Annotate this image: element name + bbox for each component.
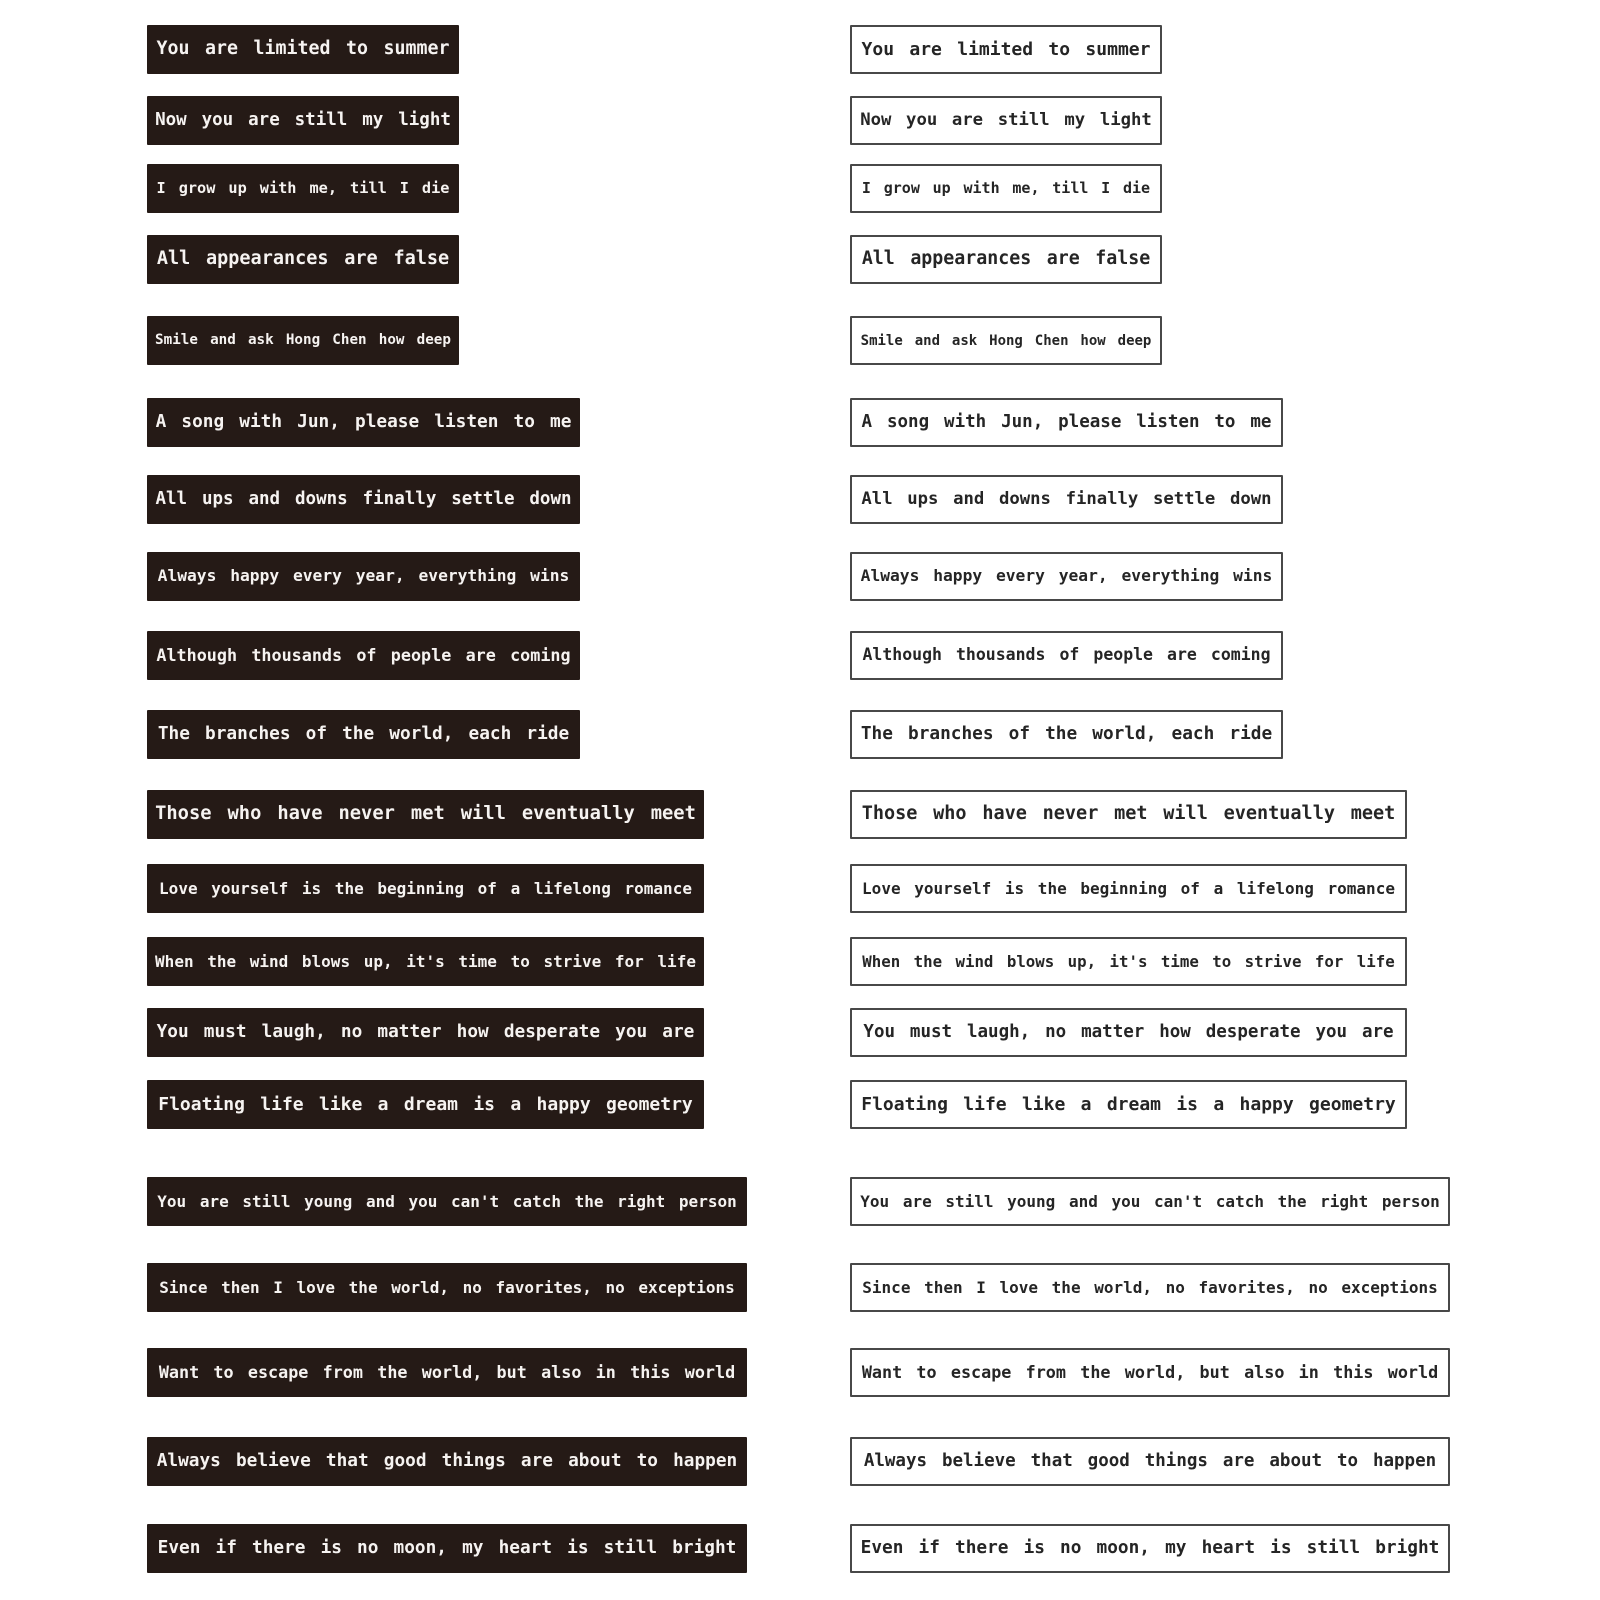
strip-text: Want to escape from the world, but also in this world [861,1362,1439,1383]
strip-text: When the wind blows up, it's time to strive for life [862,951,1395,971]
strip-text: All ups and downs finally settle down [155,488,572,509]
text-strip-light [850,710,1283,759]
strip-text: You are limited to summer [156,38,450,60]
strip-text: Always happy every year, everything wins [860,566,1273,586]
strip-text: Smile and ask Hong Chen how deep [860,332,1152,349]
strip-text: Love yourself is the beginning of a lifelong romance [862,878,1395,898]
strip-text: Love yourself is the beginning of a lifelong romance [159,878,692,898]
strip-text: Even if there is no moon, my heart is still bright [860,1537,1440,1558]
strip-text: A song with Jun, please listen to me [861,411,1272,432]
text-strip-light [850,937,1407,986]
strip-text: Always believe that good things are about to happen [863,1450,1437,1471]
text-strip-light [850,475,1283,524]
strip-text: Although thousands of people are coming [862,645,1271,665]
strip-text: Those who have never met will eventually meet [155,803,696,825]
text-strip-light [850,1080,1407,1129]
text-strip-light [850,552,1283,601]
strip-text: Smile and ask Hong Chen how deep [155,332,451,349]
strip-text: Now you are still my light [155,109,451,130]
text-strip-light [850,398,1283,447]
strip-text: All appearances are false [861,248,1151,270]
text-strip-light [850,1348,1450,1397]
strip-text: You must laugh, no matter how desperate you are [863,1021,1394,1042]
strip-text: You must laugh, no matter how desperate you are [156,1021,695,1042]
strip-text: Floating life like a dream is a happy geometry [158,1093,693,1115]
strip-text: Since then I love the world, no favorites, no exceptions [159,1277,735,1297]
text-strip-light [850,1437,1450,1486]
text-strip-light [850,316,1162,365]
text-strip-light [850,25,1162,74]
strip-text: I grow up with me, till I die [156,178,450,197]
text-strip-light [850,164,1162,213]
strip-text: All ups and downs finally settle down [861,488,1272,509]
text-strip-light [850,235,1162,284]
strip-text: A song with Jun, please listen to me [155,411,572,432]
strip-text: All appearances are false [156,248,450,270]
text-strip-light [850,790,1407,839]
strip-text: You are limited to summer [861,38,1151,60]
text-strip-light [850,864,1407,913]
strip-text: Want to escape from the world, but also in this world [158,1362,736,1383]
strip-text: Although thousands of people are coming [156,645,571,666]
strip-text: You are still young and you can't catch the right person [860,1191,1440,1211]
strip-text: Since then I love the world, no favorites, no exceptions [862,1277,1438,1297]
text-strip-light [850,1177,1450,1226]
text-strip-light [850,1524,1450,1573]
strip-text: Always happy every year, everything wins [157,566,570,586]
strip-text: Even if there is no moon, my heart is still bright [157,1537,737,1558]
strip-text: I grow up with me, till I die [861,179,1151,197]
strip-text: You are still young and you can't catch the right person [157,1191,737,1211]
strip-text: When the wind blows up, it's time to strive for life [155,951,696,971]
strip-text: The branches of the world, each ride [860,723,1273,744]
strip-text: Floating life like a dream is a happy geometry [861,1093,1396,1115]
strip-text: Always believe that good things are about to happen [156,1450,738,1471]
strip-text: Now you are still my light [860,109,1152,130]
text-strip-light [850,1263,1450,1312]
text-strip-light [850,96,1162,145]
strip-text: The branches of the world, each ride [157,723,570,744]
text-strip-light [850,631,1283,680]
strip-text: Those who have never met will eventually meet [861,803,1396,825]
text-strip-light [850,1008,1407,1057]
